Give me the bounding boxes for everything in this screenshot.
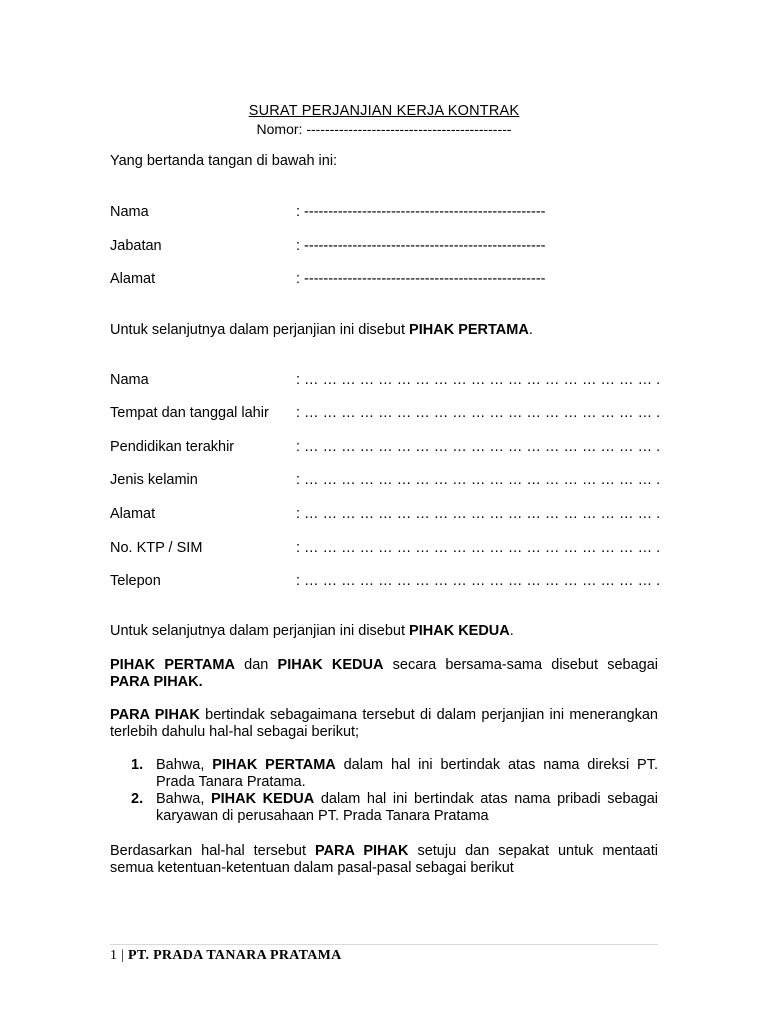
field-value: : --------------------------------------------------: [296, 238, 546, 254]
party1-field-alamat: [110, 271, 670, 289]
statement-text: Untuk selanjutnya dalam perjanjian ini disebut: [110, 623, 410, 639]
field-value: : … … … … … … … … … … … … … … … … … … … .: [296, 540, 661, 556]
document-number: Nomor: --------------------------------------------: [256, 121, 512, 137]
field-label: Alamat: [110, 506, 156, 522]
list-number: 1.: [131, 757, 144, 773]
field-label: No. KTP / SIM: [110, 540, 203, 556]
recital-paragraph: [110, 707, 658, 741]
document-title: SURAT PERJANJIAN KERJA KONTRAK: [248, 103, 520, 119]
field-value: : … … … … … … … … … … … … … … … … … … … .: [296, 372, 661, 388]
list-item: [110, 791, 658, 825]
list-number: 2.: [131, 791, 144, 807]
field-label: Pendidikan terakhir: [110, 439, 235, 455]
party2-field-pendidikan: [110, 439, 670, 457]
para-pihak-name: PARA PIHAK: [314, 843, 409, 859]
party2-field-nama: [110, 372, 670, 390]
para-pihak-name: PARA PIHAK: [110, 707, 200, 723]
party1-statement: [110, 322, 533, 339]
para-pihak-definition: [110, 657, 658, 691]
field-label: Nama: [110, 372, 149, 388]
party2-field-jenis-kelamin: [110, 472, 670, 490]
party2-field-ttl: [110, 405, 670, 423]
field-value: : … … … … … … … … … … … … … … … … … … … .: [296, 506, 661, 522]
field-value: : … … … … … … … … … … … … … … … … … … … .: [296, 472, 661, 488]
statement-text: Untuk selanjutnya dalam perjanjian ini disebut: [110, 322, 410, 338]
field-value: : … … … … … … … … … … … … … … … … … … … .: [296, 573, 661, 589]
list-text: [156, 791, 658, 825]
closing-paragraph: [110, 843, 658, 877]
definition-text: secara bersama-sama disebut sebagai: [383, 657, 659, 673]
party2-field-telepon: [110, 573, 670, 591]
statement-end: .: [509, 623, 514, 639]
field-label: Nama: [110, 204, 149, 220]
footer-company: PT. PRADA TANARA PRATAMA: [128, 948, 342, 963]
list-text-pre: Bahwa,: [156, 791, 211, 807]
field-label: Alamat: [110, 271, 156, 287]
intro-text: Yang bertanda tangan di bawah ini:: [110, 153, 338, 169]
list-item: [110, 757, 658, 791]
list-text-pre: Bahwa,: [156, 757, 213, 773]
page-footer: [110, 948, 342, 964]
field-value: : --------------------------------------------------: [296, 271, 546, 287]
field-label: Jabatan: [110, 238, 162, 254]
party1-name: PIHAK PERTAMA: [110, 657, 235, 673]
statement-party-name: PIHAK PERTAMA: [409, 322, 529, 338]
party2-statement: [110, 623, 514, 640]
para-pihak-name: PARA PIHAK.: [110, 674, 203, 690]
field-label: Tempat dan tanggal lahir: [110, 405, 269, 421]
party2-field-ktp: [110, 540, 670, 558]
field-value: : … … … … … … … … … … … … … … … … … … … .: [296, 439, 661, 455]
party2-name: PIHAK KEDUA: [277, 657, 384, 673]
list-text: [156, 757, 658, 791]
party2-field-alamat: [110, 506, 670, 524]
recital-list: [110, 757, 658, 825]
list-party-name: PIHAK KEDUA: [210, 791, 315, 807]
list-text-post: dalam hal ini bertindak atas nama direksi PT. Prada Tanara Pratama.: [156, 757, 658, 790]
field-label: Jenis kelamin: [110, 472, 198, 488]
page-number: 1: [110, 948, 118, 963]
field-label: Telepon: [110, 573, 161, 589]
field-value: : --------------------------------------------------: [296, 204, 546, 220]
closing-text-post: setuju dan sepakat untuk mentaati semua ketentuan-ketentuan dalam pasal-pasal sebagai berikut: [110, 843, 658, 876]
field-value: : … … … … … … … … … … … … … … … … … … … .: [296, 405, 661, 421]
closing-text-pre: Berdasarkan hal-hal tersebut: [110, 843, 315, 859]
statement-end: .: [528, 322, 533, 338]
recital-text: bertindak sebagaimana tersebut di dalam perjanjian ini menerangkan terlebih dahulu hal-hal sebagai berikut;: [110, 707, 658, 740]
list-party-name: PIHAK PERTAMA: [212, 757, 336, 773]
footer-separator: |: [117, 948, 129, 963]
list-text-post: dalam hal ini bertindak atas nama pribadi sebagai karyawan di perusahaan PT. Prada Tanara Pratama: [156, 791, 658, 824]
party1-field-jabatan: [110, 238, 670, 256]
connector-text: dan: [234, 657, 278, 673]
party1-field-nama: [110, 204, 670, 222]
footer-divider: [110, 944, 658, 945]
statement-party-name: PIHAK KEDUA: [409, 623, 510, 639]
